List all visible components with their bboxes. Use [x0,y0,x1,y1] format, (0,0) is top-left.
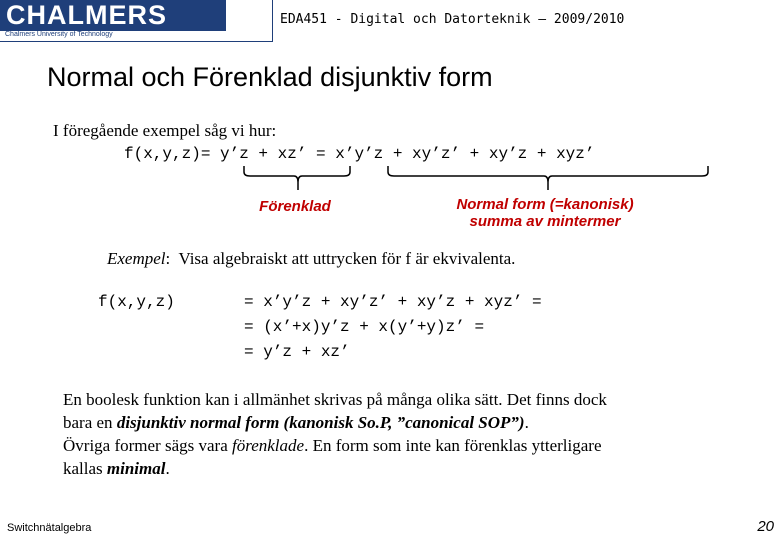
derivation-step-3: = y’z + xz’ [244,343,350,361]
chalmers-logo [0,0,272,42]
example-text: : Visa algebraiskt att uttrycken för f är ekvivalenta. [165,249,516,268]
simplified-underbrace [244,166,350,182]
course-title: EDA451 - Digital och Datorteknik – 2009/2010 [280,12,625,27]
logo-subtitle: Chalmers University of Technology [5,31,113,38]
derivation-lhs: f(x,y,z) [98,293,175,311]
slide-title: Normal och Förenklad disjunktiv form [47,62,493,92]
label-normal-form-line1: Normal form (=kanonisk) [456,196,634,213]
emphasis-simplified: förenklade [232,436,305,455]
header-vertical-divider [272,0,273,42]
example-line [107,249,515,269]
derivation-step-1: = x’y’z + xy’z’ + xy’z + xyz’ = [244,293,542,311]
label-simplified: Förenklad [259,198,331,215]
paragraph-text: kallas [63,459,107,478]
paragraph-line-3 [63,436,602,456]
paragraph-text: . [165,459,170,478]
header-divider [0,41,272,42]
paragraph-text: . En form som inte kan förenklas ytterligare [304,436,602,455]
paragraph-text: bara en [63,413,117,432]
logo-text: CHALMERS [0,0,226,31]
example-label: Exempel [107,249,166,268]
footer-section-name: Switchnätalgebra [7,522,92,534]
paragraph-text: Övriga former sägs vara [63,436,232,455]
normal-form-underbrace [388,166,708,182]
intro-text: I föregående exempel såg vi hur: [53,121,277,140]
paragraph-line-2 [63,413,529,433]
paragraph-text: . [524,413,529,432]
underbraces [240,164,710,194]
derivation-step-2: = (x’+x)y’z + x(y’+y)z’ = [244,318,485,336]
main-formula: f(x,y,z)= y’z + xz’ = x’y’z + xy’z’ + xy’z + xyz’ [124,145,595,163]
label-normal-form [420,196,670,230]
emphasis-minimal: minimal [106,459,166,478]
paragraph-line-4 [63,459,170,479]
page-number: 20 [757,518,774,535]
emphasis-canonical-sop: disjunktiv normal form (kanonisk So.P, ”canonical SOP”) [116,413,525,432]
label-normal-form-line2: summa av mintermer [469,213,621,230]
paragraph-line-1: En boolesk funktion kan i allmänhet skrivas på många olika sätt. Det finns dock [63,390,607,409]
